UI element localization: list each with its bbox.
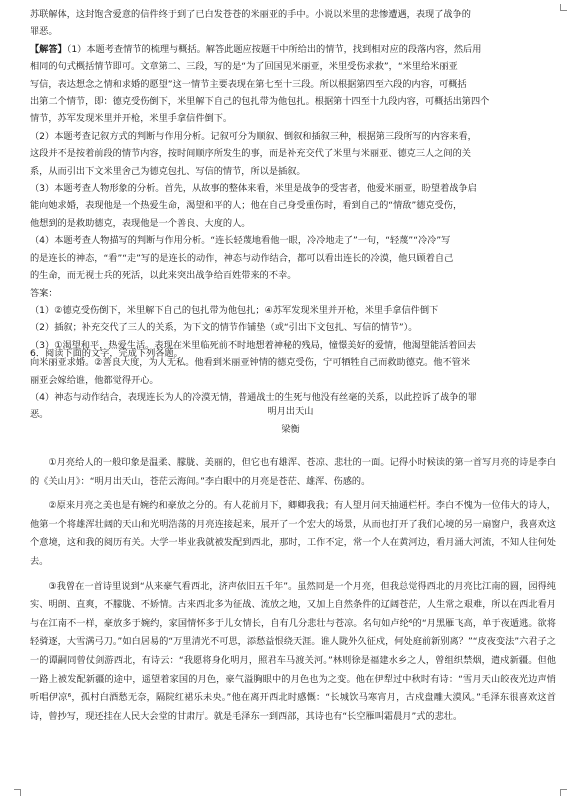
answer-line: （1）②德克受伤倒下，米里解下自己的包扎带为他包扎；④苏军发现米里并开枪，米里手拿信件倒下	[30, 304, 439, 316]
answer-line: （2）插叙；补充交代了三人的关系，为下文的情节作铺垫（或“引出下文包扎、写信的情节”）。	[30, 322, 418, 334]
corner-crop-mark	[14, 789, 21, 796]
analysis-line: 能向她求婚，表现他是一个热爱生命，渴望和平的人；他在自己身受重伤时，看到自己的“情敌”德克受伤，	[30, 200, 463, 212]
essay-body	[30, 454, 556, 732]
analysis-line: 出第二个情节，即：德克受伤倒下，米里解下自己的包扎带为他包扎。根据第十四至十九段内容，可概括出第四个	[30, 96, 490, 108]
analysis-line: 相同的句式概括情节即可。文章第二、三段，写的是“为了回国见米丽亚，米里受伤求救”，“米里给米丽亚	[30, 61, 458, 73]
analysis-line: （3）本题考查人物形象的分析。首先，从故事的整体来看，米里是战争的受害者，他爱米丽亚，盼望着战争启	[30, 183, 477, 195]
answer-label: 答案：	[30, 287, 58, 299]
answer-line: 恶。	[30, 409, 49, 421]
intro-line: 罪恶。	[30, 26, 58, 38]
essay-paragraph: ②原来月亮之美也是有婉约和豪放之分的。有人花前月下，卿卿我我；有人望月问天抽通栏杆。李白不愧为一位伟大的诗人，他第一个将雄浑壮阔的天山和光明浩荡的月亮连接起来，展开了一个宏大的场景，从而也打开了我们心境的另一扇窗户，我喜欢这个意境，这和我的阅历有关。大学一毕业我就被发配到西北，那时，工作不定，常一个人在黄河边，看月涌大河流，不知人往何处去。	[30, 500, 556, 567]
intro-line: 苏联解体，这封饱含爱意的信件终于到了已白发苍苍的米丽亚的手中。小说以米里的悲惨遭遇，表现了战争的	[30, 9, 471, 20]
analysis-line: 这段并不是按着前段的情节内容，按时间顺序所发生的事，而是补充交代了米里与米丽亚、德克三人之间的关	[30, 148, 471, 160]
answer-line: 向米丽亚求婚。②善良大度，为人无私。他看到米丽亚钟情的德克受伤，宁可牺牲自己而救助德克。他不管米	[30, 357, 471, 369]
analysis-line: 的是连长的神态，“看”“走”写的是连长的动作，神态与动作结合，都可以看出连长的冷漠，他只顾着自己	[30, 252, 454, 264]
answer-line: （4）神态与动作结合，表现连长为人的冷漠无情，普通战士的生死与他没有丝毫的关系，以此控诉了战争的罪	[30, 391, 477, 403]
analysis-line: 写信，表达想念之情和求婚的愿望”这一情节主要表现在第七至十三段。所以根据第四至六段的内容，可概括	[30, 78, 467, 90]
question-heading: 6．阅读下面的文字，完成下列各题。	[30, 348, 183, 359]
analysis-line	[30, 41, 556, 58]
analysis-line: 他想到的是救助德克，表现他是一个善良、大度的人。	[30, 217, 251, 229]
essay-author: 梁衡	[281, 424, 300, 435]
essay-title: 明月出天山	[267, 406, 314, 417]
analysis-line: 的生命，而无视士兵的死活，以此来突出战争给百姓带来的不幸。	[30, 270, 297, 282]
answer-line: （3）①渴望和平，热爱生活。表现在米里临死前不时地想着神秘的残局，憧憬美好的爱情，他渴望能活着回去	[30, 339, 476, 351]
answer-line: 丽亚会嫁给谁，他都觉得开心。	[30, 374, 159, 386]
corner-crop-mark	[560, 4, 567, 11]
corner-crop-mark	[560, 789, 567, 796]
analysis-line: （2）本题考查记叙方式的判断与作用分析。记叙可分为顺叙、倒叙和插叙三种，根据第三段所写的内容来看，	[30, 130, 477, 142]
analysis-text: （1）本题考查情节的梳理与概括。解答此题应按题干中所给出的情节，找到相对应的段落内容，然后用	[66, 43, 482, 55]
analysis-line: （4）本题考查人物描写的判断与作用分析。“连长轻蔑地看他一眼，冷冷地走了”一句，“轻蔑”“冷冷”写	[30, 235, 451, 247]
analysis-label: 【解答】	[30, 43, 67, 55]
analysis-line: 系，从而引出下文米里舍己为德克包扎、写信的情节，所以是插叙。	[30, 165, 306, 177]
essay-paragraph: ③我曾在一首诗里说到“从来豪气看西北，济声依旧五千年”。虽然同是一个月亮，但我总觉得西北的月亮比江南的圆，园得纯实、明朗、直爽，不朦胧、不娇情。古来西北多为征战、流放之地，又加上自然条件的辽阔苍茫，人生常之艰难，所以在西北看月与在江南不一样，豪放多于婉约，家国情怀多于儿女情长，自有几分悲壮与苍凉。名句如卢纶⁶的“月黑雁飞高，单于夜遁逃。欲将轻骑逐，大雪满弓刀。”如白居易的“万里清光不可思，添愁益恨绕天涯。谁人陇外久征戍，何处庭前新别离？”“皮夜变法”六君子之一的谭嗣同曾仗剑游西北，有诗云：“我愿将身化明月，照君车马渡关河。”林则徐是福建水乡之人，曾组织禁烟，遣戍新疆。但他一路上被发配新疆的途中，遥望着家国的月色，豪气溢胸眼中的月色也为之变。他在伊犁过中秋时有诗：“雪月天山皎夜光边声悄听唱伊凉⁶，孤村白酒愁无奈，隔院红裙乐未央。”他在离开西北时感慨：“长城饮马寒宵月，古戍盘雕大漠风。”毛泽东很喜欢这首诗，曾抄写，现还挂在人民大会堂的甘肃厅。就是毛泽东一到西部，其诗也有“长空雁叫霜晨月”式的悲壮。	[30, 580, 556, 722]
analysis-line: 情节，苏军发现米里并开枪，米里手拿信件倒下。	[30, 113, 233, 125]
essay-paragraph: ①月亮给人的一般印象是温柔、朦胧、美丽的，但它也有雄浑、苍凉、悲壮的一面。记得小时候读的第一首写月亮的诗是李白的《关山月》：“明月出天山，苍茫云海间。”李白眼中的月亮是苍茫、雄浑、伤感的。	[30, 457, 556, 487]
